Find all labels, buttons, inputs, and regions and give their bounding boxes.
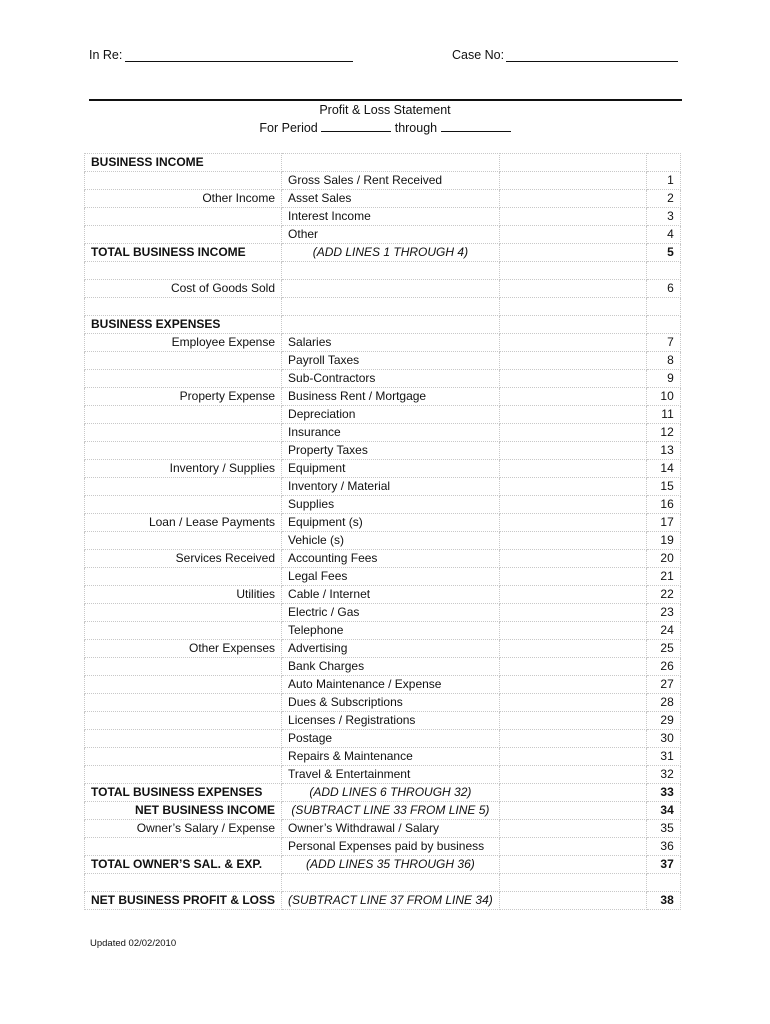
line-item-cell: Salaries xyxy=(282,334,500,352)
line-item-cell: Electric / Gas xyxy=(282,604,500,622)
line-number-cell: 28 xyxy=(646,694,680,712)
line-number-cell xyxy=(646,262,680,280)
amount-cell[interactable] xyxy=(499,568,646,586)
amount-cell[interactable] xyxy=(499,172,646,190)
table-row xyxy=(85,694,681,712)
category-cell xyxy=(85,424,282,442)
amount-cell[interactable] xyxy=(499,190,646,208)
category-cell: Inventory / Supplies xyxy=(85,460,282,478)
profit-loss-table xyxy=(84,153,681,910)
line-item-cell: (SUBTRACT LINE 37 FROM LINE 34) xyxy=(282,892,500,910)
table-row xyxy=(85,190,681,208)
amount-cell[interactable] xyxy=(499,550,646,568)
category-cell xyxy=(85,748,282,766)
amount-cell[interactable] xyxy=(499,658,646,676)
table-row xyxy=(85,766,681,784)
category-cell: TOTAL OWNER’S SAL. & EXP. xyxy=(85,856,282,874)
table-row xyxy=(85,532,681,550)
in-re-label: In Re: xyxy=(89,48,123,62)
category-cell xyxy=(85,352,282,370)
table-row xyxy=(85,802,681,820)
category-cell: Employee Expense xyxy=(85,334,282,352)
line-item-cell: (ADD LINES 1 THROUGH 4) xyxy=(282,244,500,262)
table-row xyxy=(85,856,681,874)
amount-cell[interactable] xyxy=(499,676,646,694)
line-item-cell: Equipment (s) xyxy=(282,514,500,532)
period-end-blank xyxy=(441,121,511,132)
line-number-cell: 19 xyxy=(646,532,680,550)
table-row xyxy=(85,208,681,226)
category-cell: Owner’s Salary / Expense xyxy=(85,820,282,838)
case-no-blank-line xyxy=(506,61,678,62)
category-cell xyxy=(85,874,282,892)
category-cell: BUSINESS EXPENSES xyxy=(85,316,282,334)
category-cell: Cost of Goods Sold xyxy=(85,280,282,298)
table-row xyxy=(85,622,681,640)
line-number-cell: 5 xyxy=(646,244,680,262)
table-row xyxy=(85,568,681,586)
table-row xyxy=(85,424,681,442)
line-item-cell: Repairs & Maintenance xyxy=(282,748,500,766)
period-middle: through xyxy=(394,121,438,135)
line-item-cell: Cable / Internet xyxy=(282,586,500,604)
line-number-cell: 12 xyxy=(646,424,680,442)
amount-cell[interactable] xyxy=(499,262,646,280)
amount-cell[interactable] xyxy=(499,748,646,766)
line-item-cell: Other xyxy=(282,226,500,244)
table-row xyxy=(85,406,681,424)
line-item-cell: Depreciation xyxy=(282,406,500,424)
amount-cell[interactable] xyxy=(499,424,646,442)
amount-cell[interactable] xyxy=(499,712,646,730)
line-item-cell: Auto Maintenance / Expense xyxy=(282,676,500,694)
line-number-cell: 23 xyxy=(646,604,680,622)
amount-cell[interactable] xyxy=(499,478,646,496)
line-number-cell: 9 xyxy=(646,370,680,388)
category-cell xyxy=(85,568,282,586)
category-cell: Property Expense xyxy=(85,388,282,406)
table-row xyxy=(85,658,681,676)
category-cell xyxy=(85,172,282,190)
category-cell xyxy=(85,730,282,748)
line-item-cell: Supplies xyxy=(282,496,500,514)
category-cell: BUSINESS INCOME xyxy=(85,154,282,172)
line-number-cell: 26 xyxy=(646,658,680,676)
line-number-cell: 35 xyxy=(646,820,680,838)
table-row xyxy=(85,784,681,802)
amount-cell[interactable] xyxy=(499,280,646,298)
line-number-cell: 31 xyxy=(646,748,680,766)
table-row xyxy=(85,442,681,460)
amount-cell[interactable] xyxy=(499,874,646,892)
line-item-cell: Bank Charges xyxy=(282,658,500,676)
amount-cell[interactable] xyxy=(499,622,646,640)
amount-cell[interactable] xyxy=(499,802,646,820)
line-number-cell: 11 xyxy=(646,406,680,424)
category-cell xyxy=(85,262,282,280)
line-number-cell: 10 xyxy=(646,388,680,406)
category-cell: Other Expenses xyxy=(85,640,282,658)
table-row xyxy=(85,874,681,892)
line-item-cell: Inventory / Material xyxy=(282,478,500,496)
category-cell xyxy=(85,694,282,712)
line-item-cell: (SUBTRACT LINE 33 FROM LINE 5) xyxy=(282,802,500,820)
table-row xyxy=(85,334,681,352)
line-number-cell: 22 xyxy=(646,586,680,604)
line-number-cell: 36 xyxy=(646,838,680,856)
line-item-cell xyxy=(282,262,500,280)
amount-cell[interactable] xyxy=(499,604,646,622)
table-row xyxy=(85,496,681,514)
category-cell xyxy=(85,766,282,784)
period-start-blank xyxy=(321,121,391,132)
line-item-cell: Accounting Fees xyxy=(282,550,500,568)
line-number-cell: 29 xyxy=(646,712,680,730)
amount-cell[interactable] xyxy=(499,496,646,514)
line-number-cell: 27 xyxy=(646,676,680,694)
amount-cell[interactable] xyxy=(499,892,646,910)
line-number-cell: 21 xyxy=(646,568,680,586)
line-item-cell: Legal Fees xyxy=(282,568,500,586)
table-row xyxy=(85,262,681,280)
category-cell: Other Income xyxy=(85,190,282,208)
table-row xyxy=(85,676,681,694)
line-item-cell: Interest Income xyxy=(282,208,500,226)
table-row xyxy=(85,298,681,316)
table-row xyxy=(85,226,681,244)
line-number-cell: 24 xyxy=(646,622,680,640)
line-item-cell xyxy=(282,298,500,316)
table-row xyxy=(85,244,681,262)
table-row xyxy=(85,514,681,532)
line-item-cell xyxy=(282,154,500,172)
amount-cell[interactable] xyxy=(499,532,646,550)
line-item-cell: (ADD LINES 6 THROUGH 32) xyxy=(282,784,500,802)
category-cell xyxy=(85,226,282,244)
line-number-cell: 6 xyxy=(646,280,680,298)
category-cell xyxy=(85,208,282,226)
line-item-cell: Travel & Entertainment xyxy=(282,766,500,784)
amount-cell[interactable] xyxy=(499,388,646,406)
line-number-cell: 8 xyxy=(646,352,680,370)
table-row xyxy=(85,478,681,496)
amount-cell[interactable] xyxy=(499,640,646,658)
amount-cell[interactable] xyxy=(499,208,646,226)
line-number-cell xyxy=(646,154,680,172)
case-header xyxy=(0,45,770,67)
line-number-cell: 34 xyxy=(646,802,680,820)
line-item-cell xyxy=(282,874,500,892)
line-item-cell: Personal Expenses paid by business xyxy=(282,838,500,856)
table-row xyxy=(85,172,681,190)
category-cell xyxy=(85,838,282,856)
line-item-cell: (ADD LINES 35 THROUGH 36) xyxy=(282,856,500,874)
category-cell xyxy=(85,496,282,514)
line-number-cell: 1 xyxy=(646,172,680,190)
amount-cell[interactable] xyxy=(499,154,646,172)
table-row xyxy=(85,550,681,568)
line-item-cell: Postage xyxy=(282,730,500,748)
table-row xyxy=(85,604,681,622)
line-number-cell: 25 xyxy=(646,640,680,658)
table-row xyxy=(85,712,681,730)
header-divider xyxy=(89,99,682,101)
amount-cell[interactable] xyxy=(499,226,646,244)
category-cell: Utilities xyxy=(85,586,282,604)
amount-cell[interactable] xyxy=(499,856,646,874)
table-row xyxy=(85,316,681,334)
amount-cell[interactable] xyxy=(499,316,646,334)
category-cell xyxy=(85,658,282,676)
line-item-cell: Property Taxes xyxy=(282,442,500,460)
amount-cell[interactable] xyxy=(499,730,646,748)
category-cell: TOTAL BUSINESS INCOME xyxy=(85,244,282,262)
line-item-cell: Gross Sales / Rent Received xyxy=(282,172,500,190)
category-cell: NET BUSINESS PROFIT & LOSS xyxy=(85,892,282,910)
amount-cell[interactable] xyxy=(499,784,646,802)
amount-cell[interactable] xyxy=(499,370,646,388)
line-item-cell: Equipment xyxy=(282,460,500,478)
line-number-cell: 17 xyxy=(646,514,680,532)
table-row xyxy=(85,820,681,838)
category-cell xyxy=(85,478,282,496)
category-cell: TOTAL BUSINESS EXPENSES xyxy=(85,784,282,802)
category-cell xyxy=(85,442,282,460)
line-number-cell: 37 xyxy=(646,856,680,874)
line-number-cell: 4 xyxy=(646,226,680,244)
line-number-cell: 32 xyxy=(646,766,680,784)
line-number-cell: 38 xyxy=(646,892,680,910)
table-row xyxy=(85,280,681,298)
amount-cell[interactable] xyxy=(499,766,646,784)
table-row xyxy=(85,460,681,478)
line-item-cell: Sub-Contractors xyxy=(282,370,500,388)
amount-cell[interactable] xyxy=(499,334,646,352)
line-number-cell: 15 xyxy=(646,478,680,496)
category-cell xyxy=(85,622,282,640)
line-item-cell: Business Rent / Mortgage xyxy=(282,388,500,406)
period-line xyxy=(0,121,770,135)
category-cell xyxy=(85,676,282,694)
category-cell: Loan / Lease Payments xyxy=(85,514,282,532)
category-cell xyxy=(85,406,282,424)
line-number-cell: 30 xyxy=(646,730,680,748)
category-cell: NET BUSINESS INCOME xyxy=(85,802,282,820)
amount-cell[interactable] xyxy=(499,244,646,262)
line-item-cell: Insurance xyxy=(282,424,500,442)
category-cell xyxy=(85,712,282,730)
table-row xyxy=(85,388,681,406)
amount-cell[interactable] xyxy=(499,298,646,316)
category-cell xyxy=(85,370,282,388)
table-row xyxy=(85,352,681,370)
in-re-blank-line xyxy=(125,61,353,62)
table-row xyxy=(85,892,681,910)
amount-cell[interactable] xyxy=(499,352,646,370)
line-item-cell xyxy=(282,280,500,298)
line-item-cell: Vehicle (s) xyxy=(282,532,500,550)
line-number-cell xyxy=(646,316,680,334)
amount-cell[interactable] xyxy=(499,514,646,532)
line-number-cell: 33 xyxy=(646,784,680,802)
line-number-cell: 13 xyxy=(646,442,680,460)
line-number-cell: 14 xyxy=(646,460,680,478)
line-number-cell xyxy=(646,874,680,892)
line-item-cell: Payroll Taxes xyxy=(282,352,500,370)
category-cell xyxy=(85,532,282,550)
table-row xyxy=(85,586,681,604)
line-number-cell: 20 xyxy=(646,550,680,568)
amount-cell[interactable] xyxy=(499,406,646,424)
line-item-cell: Asset Sales xyxy=(282,190,500,208)
table-row xyxy=(85,838,681,856)
profit-loss-table-body xyxy=(85,154,681,910)
amount-cell[interactable] xyxy=(499,442,646,460)
line-number-cell: 3 xyxy=(646,208,680,226)
line-number-cell: 2 xyxy=(646,190,680,208)
category-cell xyxy=(85,298,282,316)
amount-cell[interactable] xyxy=(499,460,646,478)
line-number-cell: 16 xyxy=(646,496,680,514)
amount-cell[interactable] xyxy=(499,694,646,712)
amount-cell[interactable] xyxy=(499,586,646,604)
document-title: Profit & Loss Statement xyxy=(319,103,451,117)
line-number-cell: 7 xyxy=(646,334,680,352)
line-item-cell: Licenses / Registrations xyxy=(282,712,500,730)
case-no-label: Case No: xyxy=(452,48,505,62)
amount-cell[interactable] xyxy=(499,820,646,838)
line-item-cell: Owner’s Withdrawal / Salary xyxy=(282,820,500,838)
period-prefix: For Period xyxy=(259,121,318,135)
line-item-cell: Dues & Subscriptions xyxy=(282,694,500,712)
category-cell: Services Received xyxy=(85,550,282,568)
table-row xyxy=(85,730,681,748)
updated-date: Updated 02/02/2010 xyxy=(90,938,177,949)
line-item-cell: Telephone xyxy=(282,622,500,640)
category-cell xyxy=(85,604,282,622)
table-row xyxy=(85,154,681,172)
amount-cell[interactable] xyxy=(499,838,646,856)
line-number-cell xyxy=(646,298,680,316)
table-row xyxy=(85,370,681,388)
line-item-cell: Advertising xyxy=(282,640,500,658)
table-row xyxy=(85,640,681,658)
line-item-cell xyxy=(282,316,500,334)
table-row xyxy=(85,748,681,766)
